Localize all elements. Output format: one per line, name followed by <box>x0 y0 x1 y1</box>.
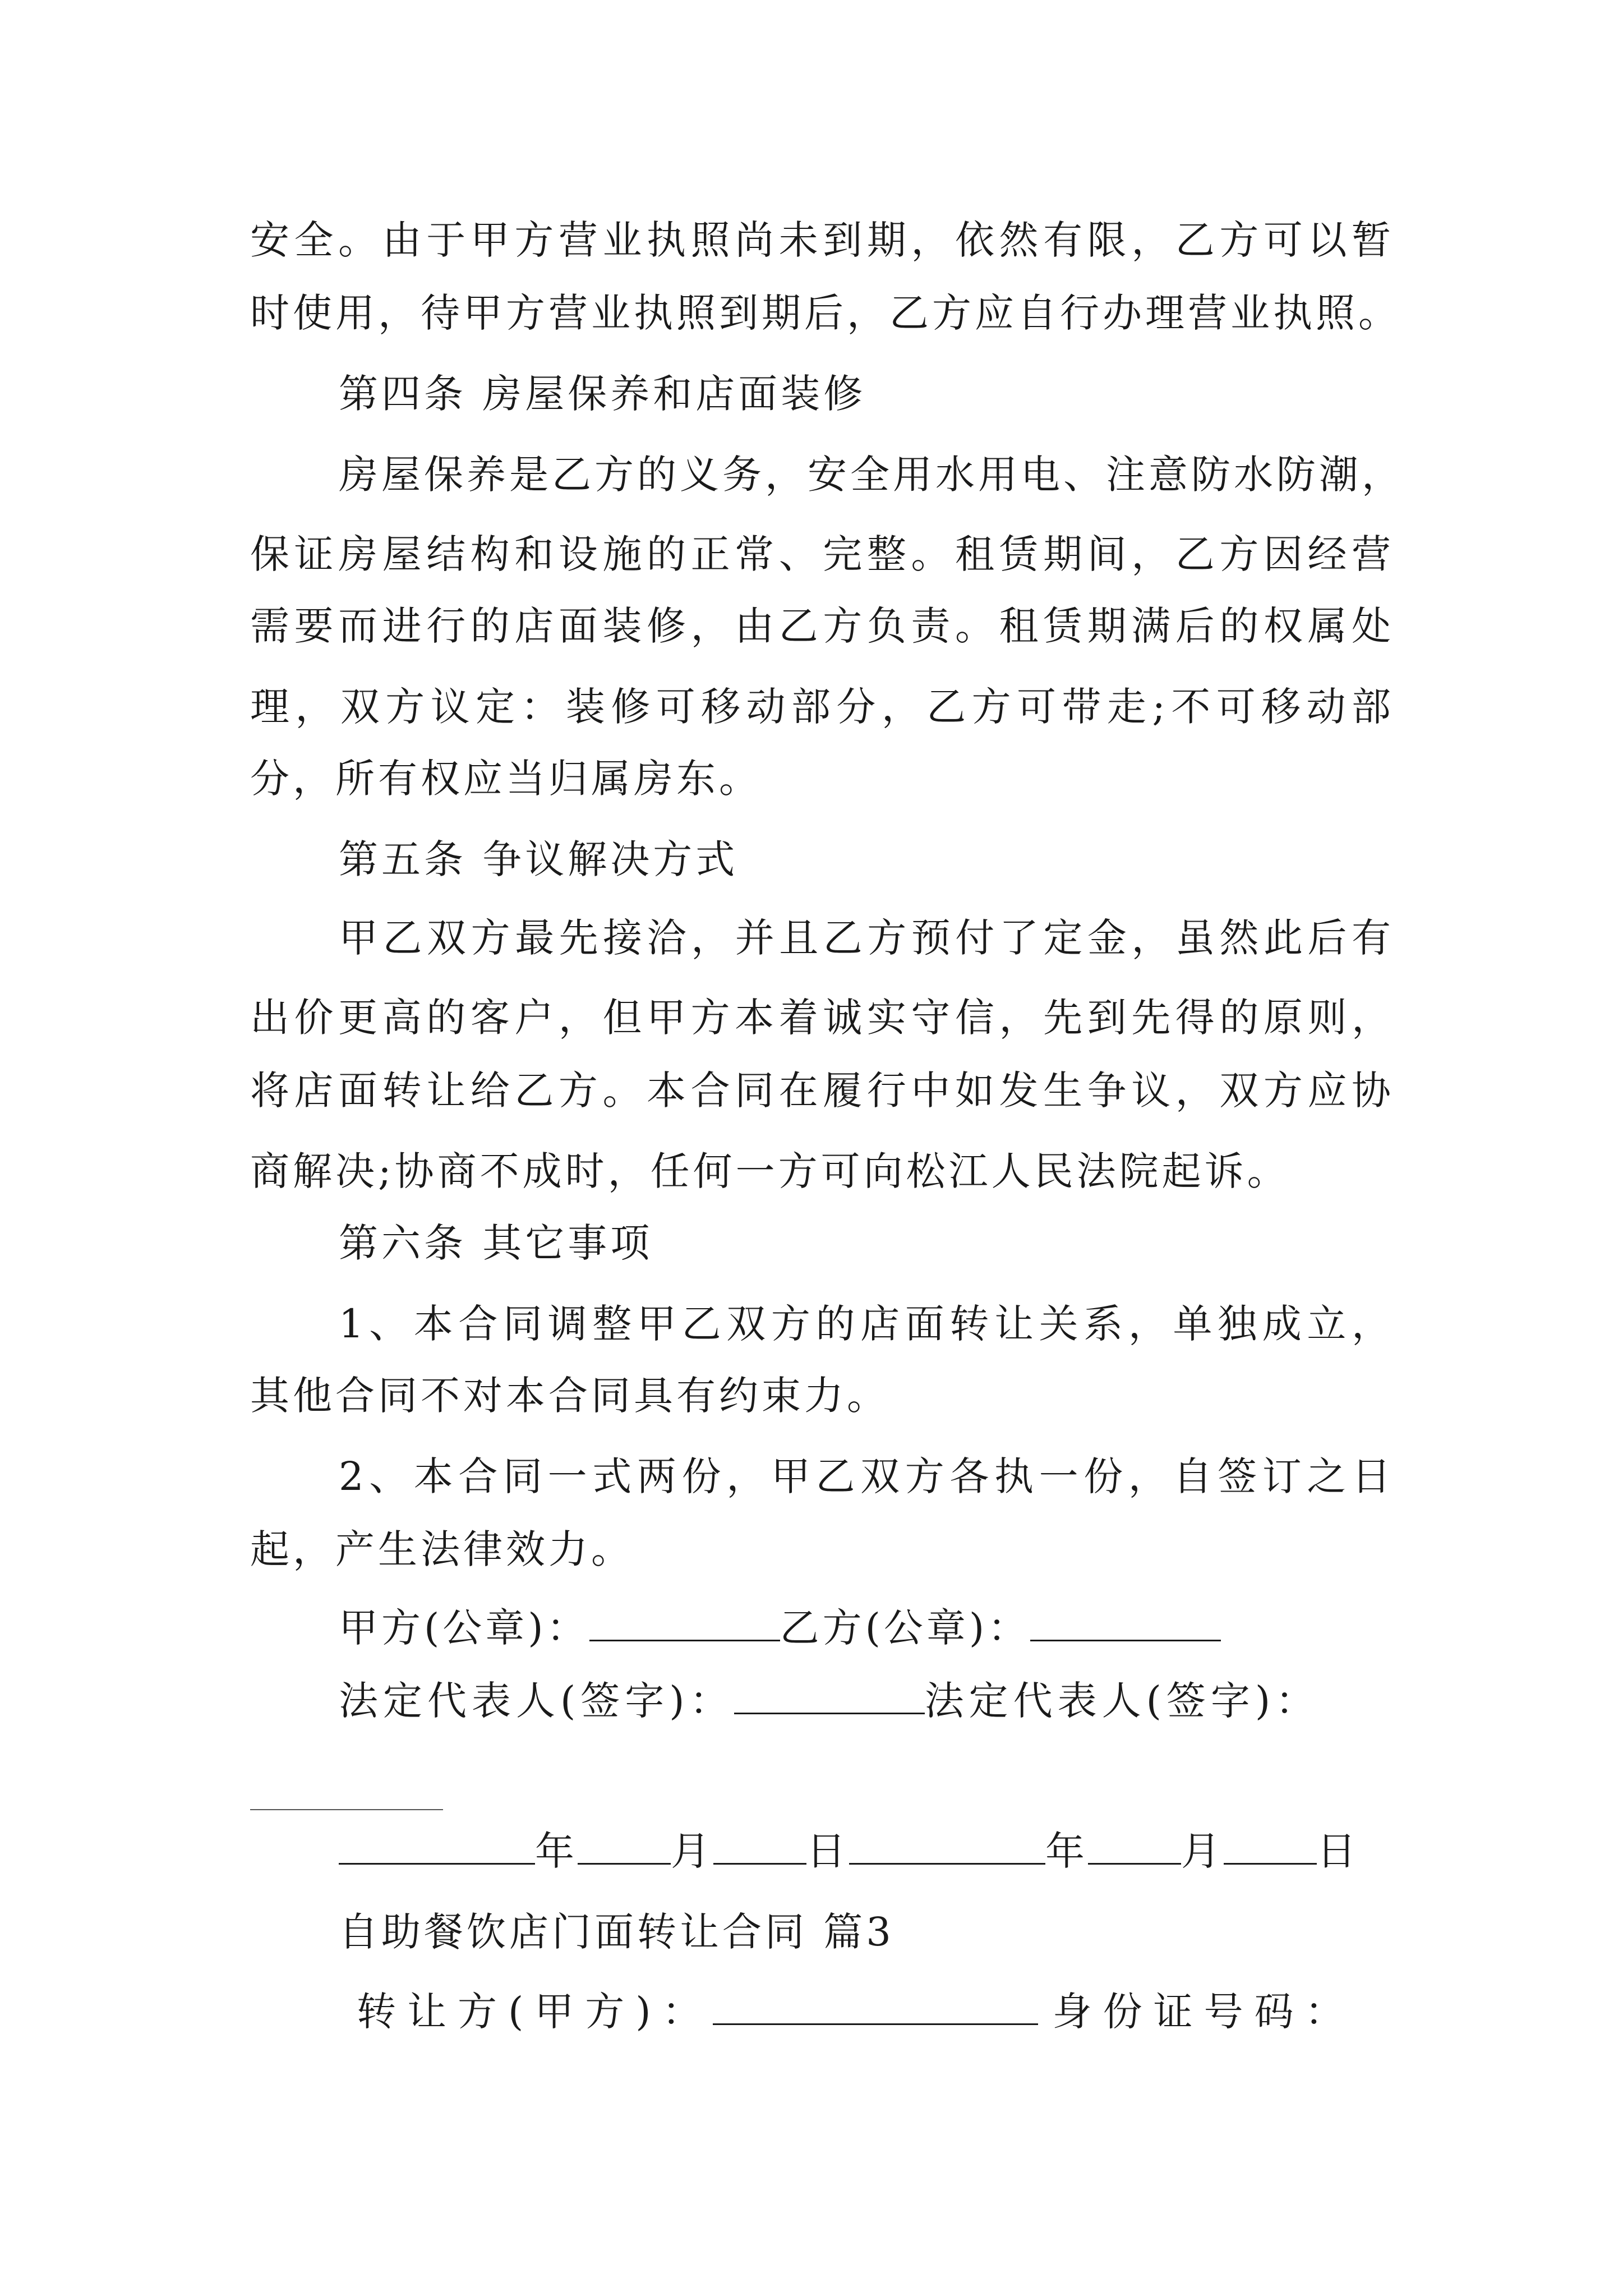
party-b-seal-label: 乙方(公章)： <box>780 1605 1031 1651</box>
date-b-month-blank <box>1088 1829 1181 1865</box>
paragraph-line: 安全。由于甲方营业执照尚未到期，依然有限，乙方可以暂 <box>250 217 1394 263</box>
paragraph-line: 房屋保养是乙方的义务，安全用水用电、注意防水防潮， <box>339 452 1404 498</box>
date-a-year-blank <box>339 1829 535 1865</box>
date-b-day-blank <box>1224 1829 1317 1865</box>
article-heading: 第四条 房屋保养和店面装修 <box>339 371 866 417</box>
party-seal-row <box>339 1600 1394 1656</box>
transferor-row <box>357 1984 1394 2040</box>
date-row <box>339 1823 1394 1879</box>
party-a-seal-label: 甲方(公章)： <box>339 1605 589 1651</box>
section-title: 自助餐饮店门面转让合同 篇3 <box>339 1909 895 1955</box>
article-heading: 第六条 其它事项 <box>339 1220 653 1266</box>
legal-rep-a-label: 法定代表人(签字)： <box>339 1678 734 1724</box>
paragraph-line: 甲乙双方最先接洽，并且乙方预付了定金，虽然此后有 <box>339 915 1394 961</box>
paragraph-line: 2、本合同一式两份，甲乙双方各执一份，自签订之日 <box>339 1453 1394 1499</box>
paragraph-line: 保证房屋结构和设施的正常、完整。租赁期间，乙方因经营 <box>250 531 1394 577</box>
legal-rep-b-blank <box>250 1809 443 1810</box>
legal-rep-a-blank <box>734 1679 925 1714</box>
date-a-month-blank <box>578 1829 671 1865</box>
transferor-blank <box>713 1990 1038 2025</box>
id-number-label: 身份证号码： <box>1052 1989 1355 2035</box>
paragraph-line: 分，所有权应当归属房东。 <box>250 756 762 802</box>
day-label: 日 <box>1317 1828 1359 1874</box>
paragraph-line: 1、本合同调整甲乙双方的店面转让关系，单独成立， <box>339 1301 1394 1347</box>
date-b-year-blank <box>849 1829 1045 1865</box>
paragraph-line: 需要而进行的店面装修，由乙方负责。租赁期满后的权属处 <box>250 603 1394 649</box>
legal-rep-b-label: 法定代表人(签字)： <box>924 1678 1320 1724</box>
party-a-seal-blank <box>589 1606 780 1641</box>
legal-rep-row <box>339 1673 1394 1729</box>
year-label: 年 <box>1045 1828 1088 1874</box>
year-label: 年 <box>535 1828 578 1874</box>
paragraph-line: 将店面转让给乙方。本合同在履行中如发生争议，双方应协 <box>250 1068 1394 1114</box>
day-label: 日 <box>806 1828 849 1874</box>
party-b-seal-blank <box>1030 1606 1221 1641</box>
date-a-day-blank <box>713 1829 806 1865</box>
paragraph-line: 时使用，待甲方营业执照到期后，乙方应自行办理营业执照。 <box>250 290 1401 336</box>
paragraph-line: 商解决;协商不成时，任何一方可向松江人民法院起诉。 <box>250 1148 1290 1194</box>
month-label: 月 <box>1181 1828 1224 1874</box>
paragraph-line: 出价更高的客户，但甲方本着诚实守信，先到先得的原则， <box>250 995 1394 1041</box>
month-label: 月 <box>671 1828 713 1874</box>
paragraph-line: 理，双方议定：装修可移动部分，乙方可带走;不可移动部 <box>250 684 1394 730</box>
transferor-label: 转让方(甲方)： <box>357 1989 713 2035</box>
paragraph-line: 其他合同不对本合同具有约束力。 <box>250 1373 889 1419</box>
article-heading: 第五条 争议解决方式 <box>339 836 739 882</box>
paragraph-line: 起，产生法律效力。 <box>250 1526 634 1572</box>
